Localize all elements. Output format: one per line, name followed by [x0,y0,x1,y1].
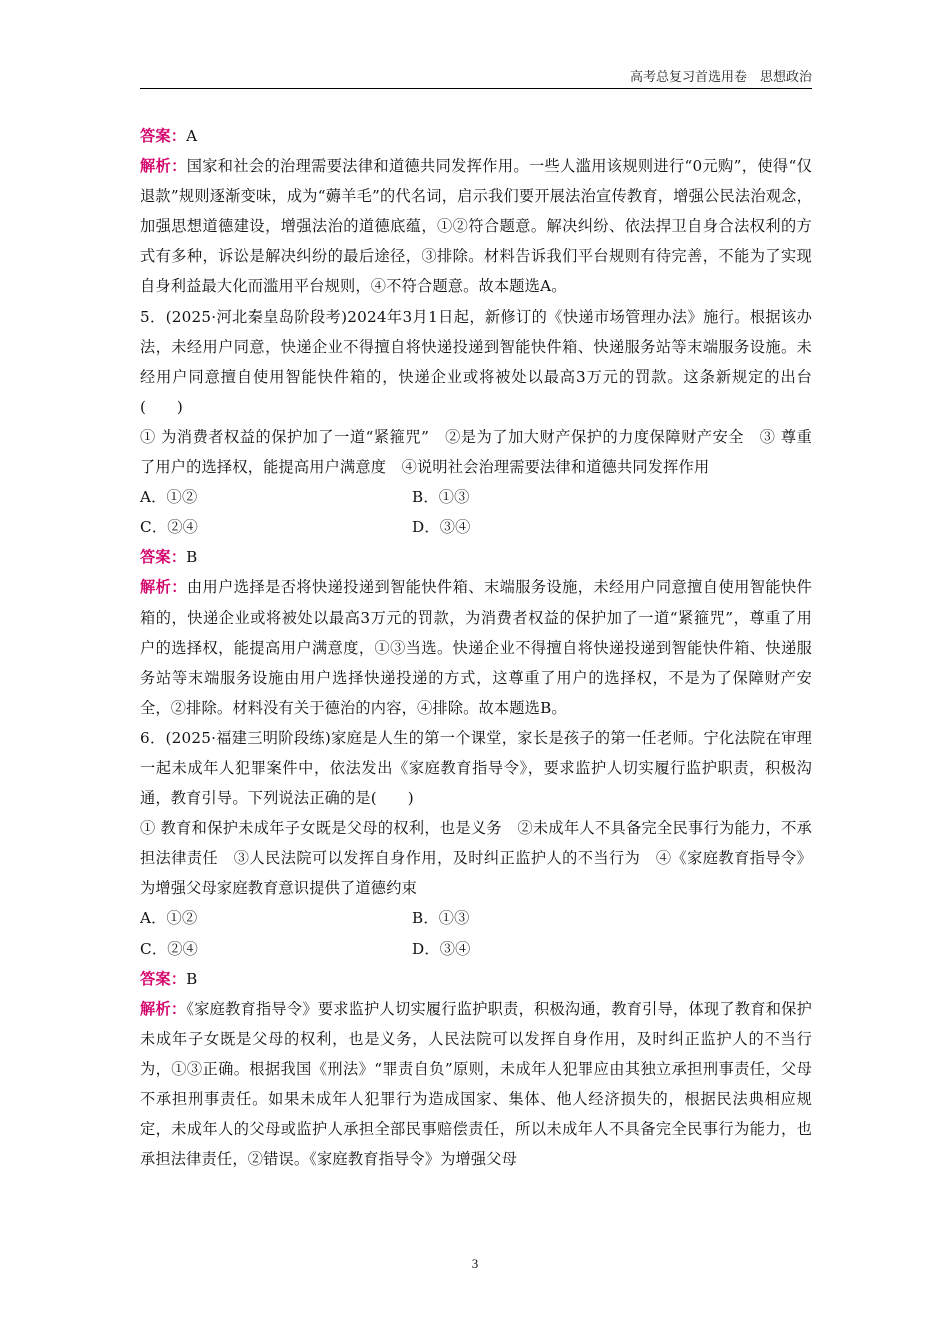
q5-analysis [140,572,812,722]
answer-value: A [186,127,198,145]
page-number: 3 [471,1256,479,1271]
header-rule [140,88,812,89]
q5-options-row-1 [140,482,812,512]
answer-label: 答案： [140,969,187,988]
q5-options-row-2 [140,512,812,542]
running-header: 高考总复习首选用卷 思想政治 [629,70,812,85]
option-d: D．③④ [412,518,471,537]
option-d: D．③④ [412,939,471,958]
answer-label: 答案： [140,548,187,567]
q4-analysis [140,151,812,301]
option-a: A．①② [140,909,198,928]
q6-options-row-1 [140,903,812,933]
analysis-label: 解析： [140,157,187,176]
analysis-text: 由用户选择是否将快递投递到智能快件箱、末端服务设施，未经用户同意擅自使用智能快件箱的，快递企业或将被处以最高3万元的罚款，为消费者权益的保护加了一道“紧箍咒”，尊重了用户的选择权，能提高用户满意度，①③当选。快递企业不得擅自将快递投递到智能快件箱、快递服务站等末端服务设施由用户选择快递投递的方式，这尊重了用户的选择权，不是为了保障财产安全，②排除。材料没有关于德治的内容，④排除。故本题选B。 [140,578,812,717]
q4-answer [140,121,812,151]
answer-value: B [186,548,198,567]
q5-stem: 5．(2025·河北秦皇岛阶段考)2024年3月1日起，新修订的《快递市场管理办法》施行。根据该办法，未经用户同意，快递企业不得擅自将快递投递到智能快件箱、快递服务站等末端服务设施。未经用户同意擅自使用智能快件箱的，快递企业或将被处以最高3万元的罚款。这条新规定的出台( ) [140,307,812,416]
analysis-label: 解析： [140,999,187,1018]
option-c: C．②④ [140,518,198,537]
q5-statements: ① 为消费者权益的保护加了一道“紧箍咒” ②是为了加大财产保护的力度保障财产安全 ③ 尊重了用户的选择权，能提高用户满意度 ④说明社会治理需要法律和道德共同发挥作用 [140,427,812,477]
option-a: A．①② [140,488,198,507]
answer-value: B [186,969,198,988]
answer-label: 答案： [140,127,187,145]
option-b: B．①③ [412,909,470,928]
analysis-label: 解析： [140,578,187,597]
option-b: B．①③ [412,488,470,507]
option-c: C．②④ [140,939,198,958]
q6-analysis [140,994,812,1175]
q6-answer [140,964,812,994]
q6-statements: ① 教育和保护未成年子女既是父母的权利，也是义务 ②未成年人不具备完全民事行为能力，不承担法律责任 ③人民法院可以发挥自身作用，及时纠正监护人的不当行为 ④《家庭教育指导令》为增强父母家庭教育意识提供了道德约束 [140,819,812,898]
analysis-text: 《家庭教育指导令》要求监护人切实履行监护职责，积极沟通，教育引导，体现了教育和保护未成年子女既是父母的权利，也是义务，人民法院可以发挥自身作用，及时纠正监护人的不当行为，①③正确。根据我国《刑法》“罪责自负”原则，未成年人犯罪应由其独立承担刑事责任，父母不承担刑事责任。如果未成年人犯罪行为造成国家、集体、他人经济损失的，根据民法典相应规定，未成年人的父母或监护人承担全部民事赔偿责任，所以未成年人不具备完全民事行为能力，也承担法律责任，②错误。《家庭教育指导令》为增强父母 [140,999,812,1169]
q5-answer [140,542,812,572]
analysis-text: 国家和社会的治理需要法律和道德共同发挥作用。一些人滥用该规则进行“0元购”，使得“仅退款”规则逐渐变味，成为“薅羊毛”的代名词，启示我们要开展法治宣传教育，增强公民法治观念，加强思想道德建设，增强法治的道德底蕴，①②符合题意。解决纠纷、依法捍卫自身合法权利的方式有多种，诉讼是解决纠纷的最后途径，③排除。材料告诉我们平台规则有待完善，不能为了实现自身利益最大化而滥用平台规则，④不符合题意。故本题选A。 [140,157,812,296]
page-content [140,121,812,1174]
q6-options-row-2 [140,934,812,964]
q6-stem: 6．(2025·福建三明阶段练)家庭是人生的第一个课堂，家长是孩子的第一任老师。宁化法院在审理一起未成年人犯罪案件中，依法发出《家庭教育指导令》，要求监护人切实履行监护职责，积极沟通，教育引导。下列说法正确的是( ) [140,728,812,808]
